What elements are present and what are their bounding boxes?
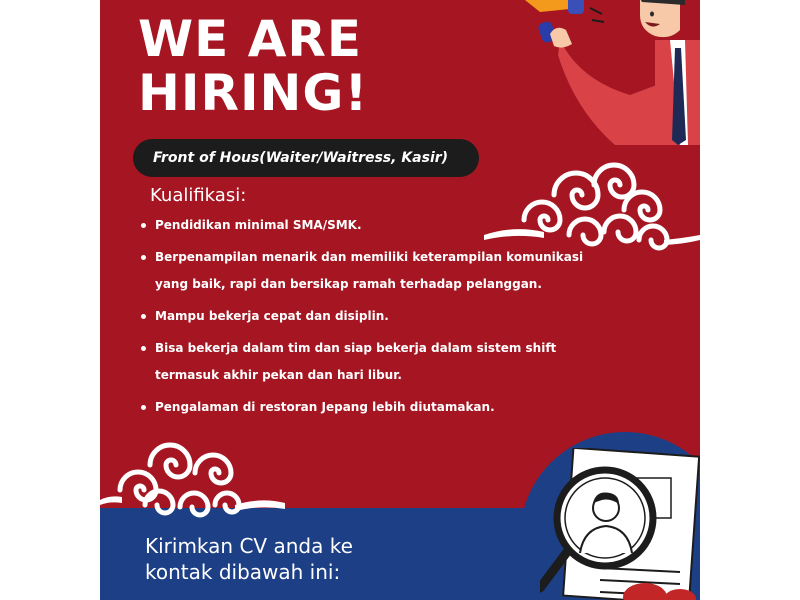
- list-item: Berpenampilan menarik dan memiliki keterampilan komunikasi yang baik, rapi dan bersikap ramah terhadap pelanggan.: [138, 244, 588, 298]
- qualifications-heading: Kualifikasi:: [150, 185, 247, 206]
- cloud-swirl-icon: [100, 435, 290, 530]
- cta-line-2: kontak dibawah ini:: [145, 560, 341, 584]
- hiring-headline: [138, 12, 368, 120]
- call-to-action-text: [145, 533, 445, 585]
- headline-line-1: WE ARE: [138, 10, 363, 68]
- megaphone-man-illustration: [520, 0, 700, 145]
- list-item: Pendidikan minimal SMA/SMK.: [138, 212, 588, 239]
- position-title-pill: Front of Hous(Waiter/Waitress, Kasir): [133, 139, 479, 177]
- list-item: Bisa bekerja dalam tim dan siap bekerja dalam sistem shift termasuk akhir pekan dan hari libur.: [138, 335, 588, 389]
- headline-line-2: HIRING!: [138, 64, 369, 122]
- cta-line-1: Kirimkan CV anda ke: [145, 534, 353, 558]
- qualifications-list: [138, 212, 588, 426]
- boxing-glove-icon: [620, 575, 700, 600]
- list-item: Pengalaman di restoran Jepang lebih diutamakan.: [138, 394, 588, 421]
- list-item: Mampu bekerja cepat dan disiplin.: [138, 303, 588, 330]
- hiring-poster: [100, 0, 700, 600]
